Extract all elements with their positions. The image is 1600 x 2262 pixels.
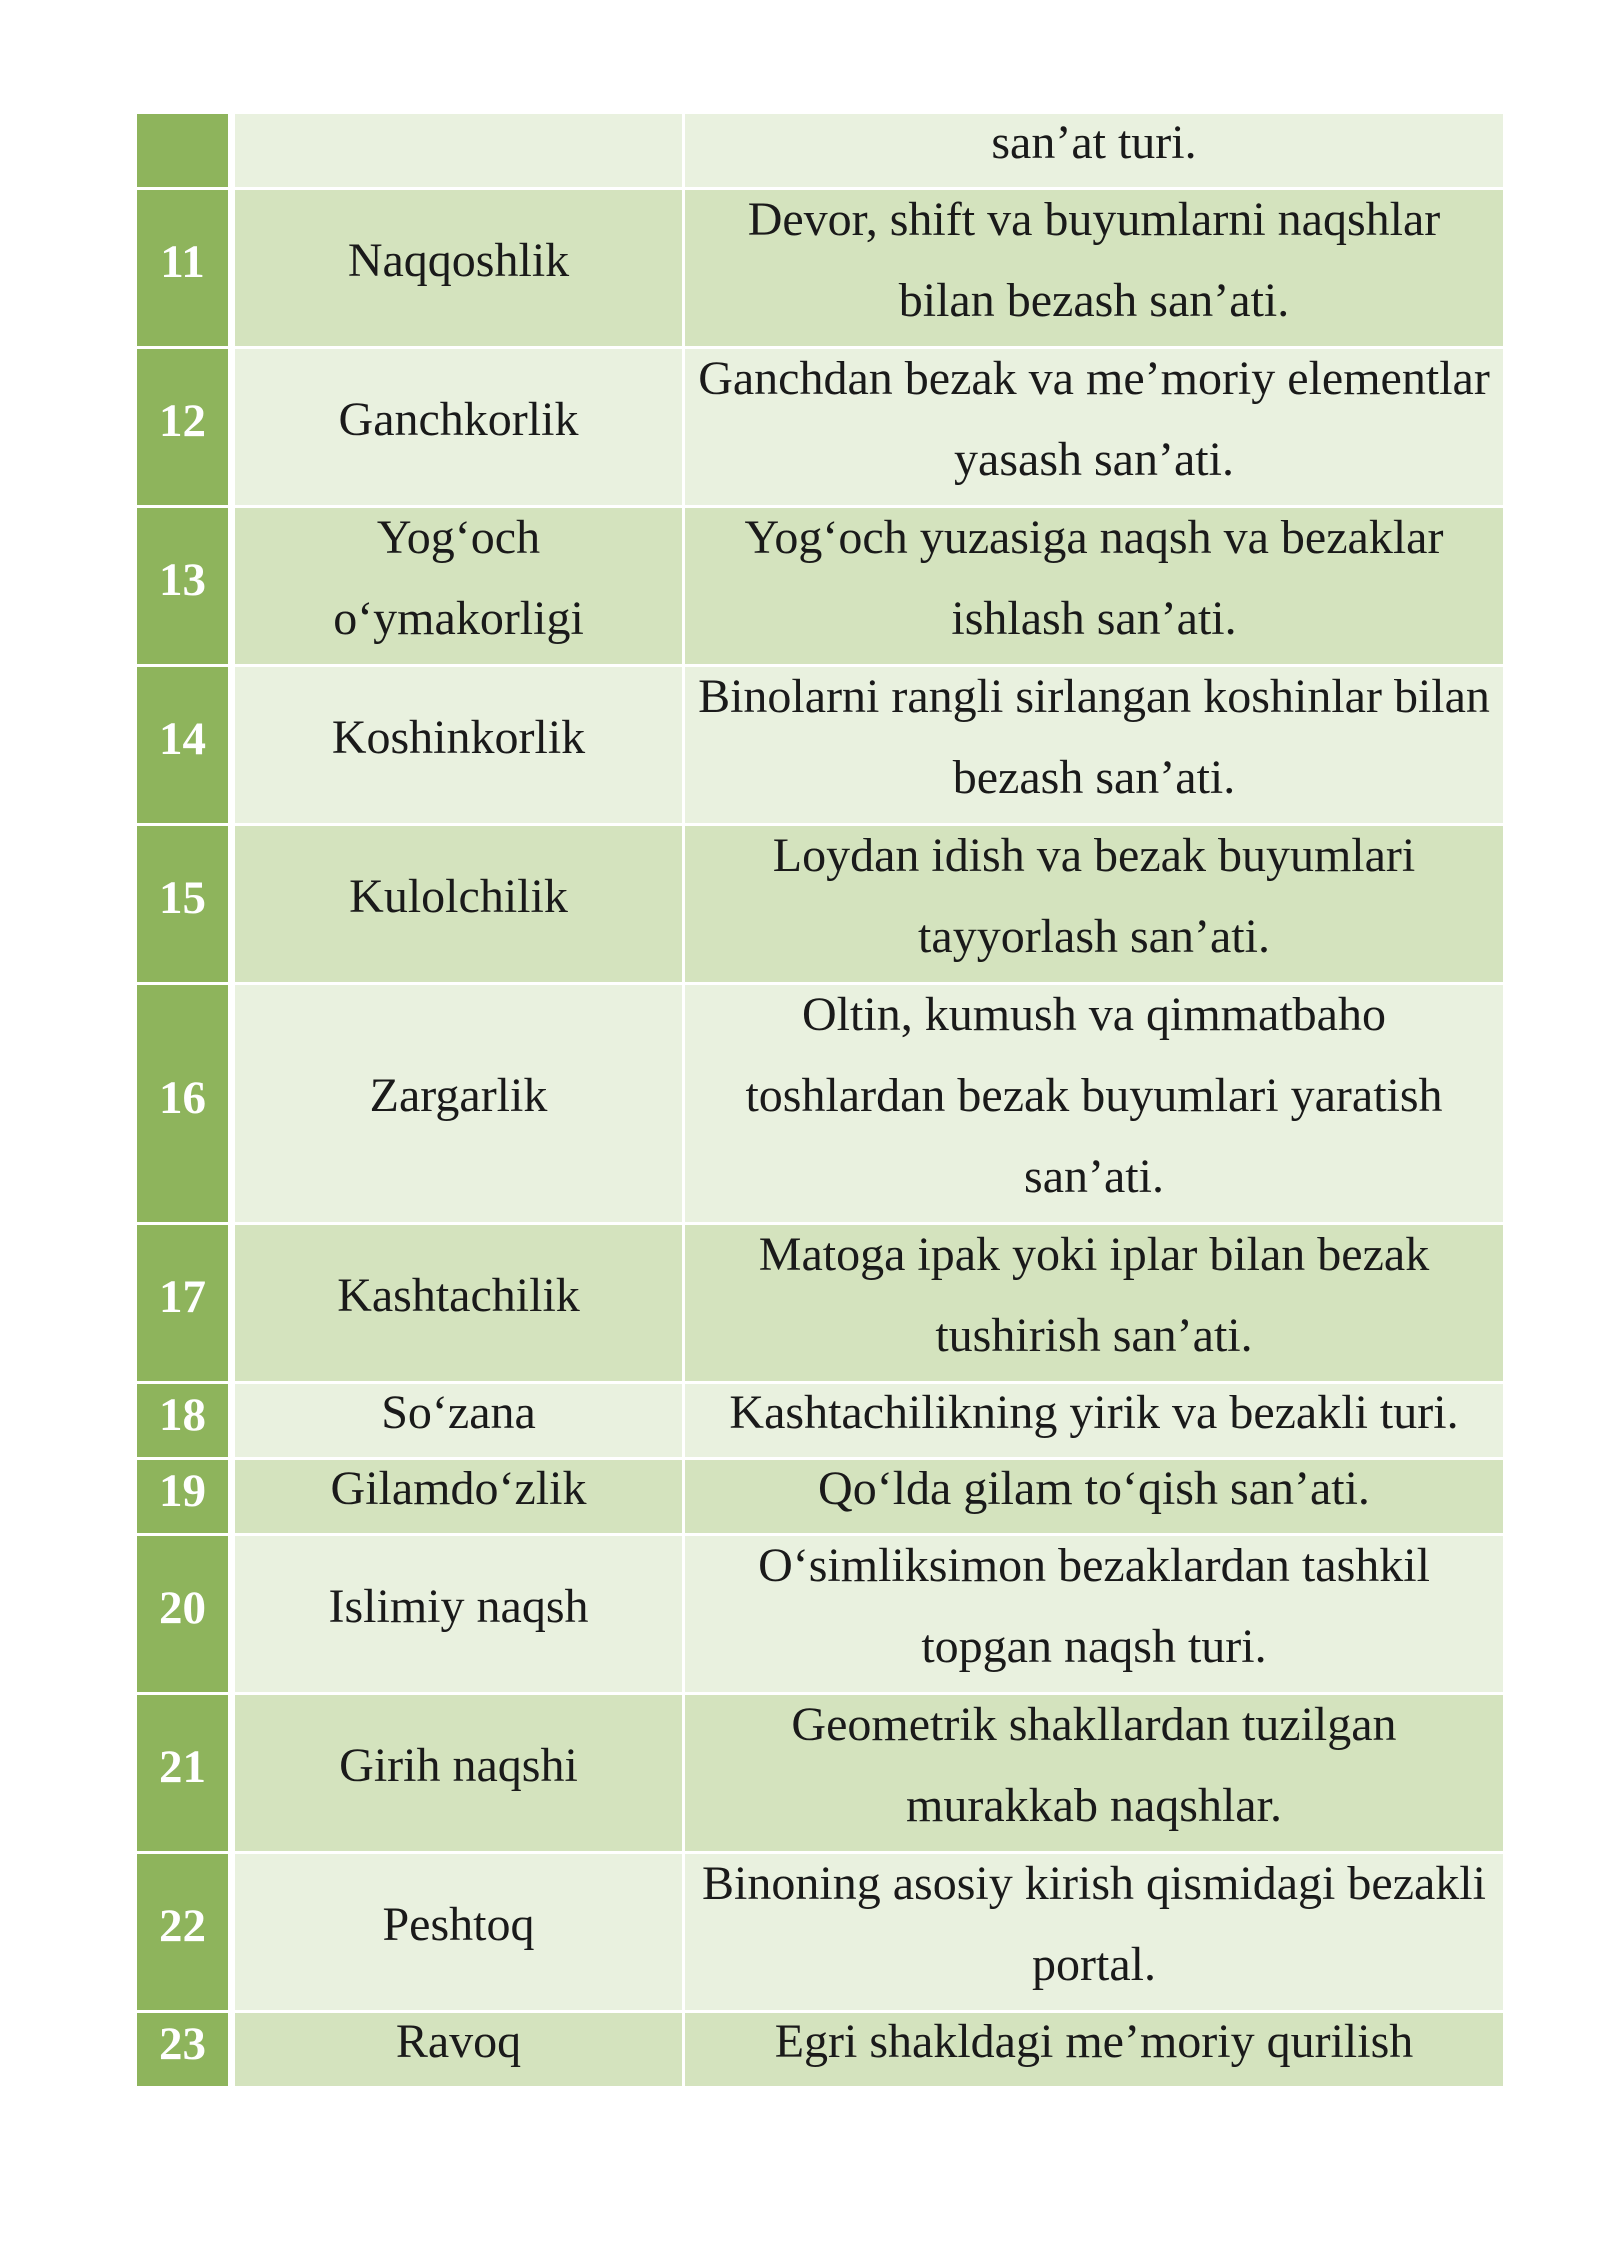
description-line: Oltin, kumush va qimmatbaho — [802, 988, 1386, 1041]
description-line: topgan naqsh turi. — [921, 1620, 1267, 1673]
description-text — [748, 179, 1441, 341]
description-line: murakkab naqshlar. — [906, 1779, 1282, 1832]
row-number-cell — [137, 508, 228, 664]
term-text — [329, 1566, 589, 1647]
description-cell — [685, 2013, 1503, 2086]
term-line: Zargarlik — [369, 1069, 548, 1122]
row-number-cell — [137, 1854, 228, 2010]
row-number-cell — [137, 985, 228, 1222]
table-row — [137, 1384, 1503, 1457]
description-cell — [685, 114, 1503, 187]
term-line: So‘zana — [381, 1386, 536, 1439]
table-row — [137, 985, 1503, 1222]
term-line: Naqqoshlik — [347, 233, 570, 287]
description-text — [773, 815, 1416, 977]
description-line: Egri shakldagi me’moriy qurilish — [774, 2015, 1414, 2068]
term-cell — [235, 1460, 682, 1533]
description-text — [702, 1843, 1486, 2005]
row-number: 11 — [160, 236, 205, 288]
description-cell — [685, 1225, 1503, 1381]
row-number-cell — [137, 1536, 228, 1692]
term-line: o‘ymakorligi — [333, 592, 584, 645]
term-cell — [235, 2013, 682, 2086]
description-cell — [685, 1460, 1503, 1533]
table-row — [137, 349, 1503, 505]
row-number-cell — [137, 667, 228, 823]
description-line: Matoga ipak yoki iplar bilan bezak — [758, 1228, 1430, 1281]
row-number-cell — [137, 2013, 228, 2086]
term-line: Peshtoq — [382, 1897, 535, 1951]
description-cell — [685, 1384, 1503, 1457]
row-number: 17 — [159, 1271, 206, 1323]
term-text — [349, 856, 568, 937]
term-cell — [235, 114, 682, 187]
description-text — [775, 2001, 1414, 2082]
description-line: tayyorlash san’ati. — [918, 910, 1270, 963]
term-line: Girih naqshi — [339, 1738, 578, 1792]
table-row — [137, 2013, 1503, 2086]
table-row — [137, 667, 1503, 823]
term-cell — [235, 1225, 682, 1381]
term-cell — [235, 349, 682, 505]
description-text — [745, 974, 1442, 1217]
description-line: O‘simliksimon bezaklardan tashkil — [758, 1539, 1430, 1592]
term-text — [339, 1725, 578, 1806]
table-row — [137, 1225, 1503, 1381]
row-number: 14 — [159, 713, 206, 765]
description-line: ishlash san’ati. — [951, 592, 1237, 645]
description-cell — [685, 1695, 1503, 1851]
row-number-cell — [137, 1225, 228, 1381]
term-text — [333, 497, 584, 659]
description-cell — [685, 190, 1503, 346]
term-cell — [235, 1695, 682, 1851]
description-cell — [685, 826, 1503, 982]
description-text — [758, 1525, 1430, 1687]
term-cell — [235, 1536, 682, 1692]
description-text — [729, 1372, 1458, 1453]
term-cell — [235, 667, 682, 823]
row-number: 21 — [159, 1741, 206, 1793]
term-line: Ravoq — [395, 2015, 522, 2068]
term-text — [348, 220, 569, 301]
description-cell — [685, 1854, 1503, 2010]
description-line: Kashtachilikning yirik va bezakli turi. — [729, 1386, 1459, 1439]
term-cell — [235, 190, 682, 346]
description-line: Devor, shift va buyumlarni naqshlar — [747, 193, 1441, 246]
term-text — [382, 1884, 534, 1965]
description-cell — [685, 985, 1503, 1222]
table-row — [137, 1460, 1503, 1533]
description-line: bilan bezash san’ati. — [898, 274, 1290, 327]
term-cell — [235, 1854, 682, 2010]
row-number-cell — [137, 114, 228, 187]
row-number-cell — [137, 1460, 228, 1533]
term-text — [331, 1448, 587, 1529]
description-line: Binoning asosiy kirish qismidagi bezakli — [702, 1857, 1486, 1910]
table-row — [137, 1536, 1503, 1692]
term-line: Kashtachilik — [337, 1268, 580, 1322]
row-number: 12 — [159, 395, 206, 447]
description-line: bezash san’ati. — [952, 751, 1236, 804]
row-number-cell — [137, 1695, 228, 1851]
term-cell — [235, 1384, 682, 1457]
description-line: Geometrik shakllardan tuzilgan — [791, 1698, 1397, 1751]
table-row — [137, 1854, 1503, 2010]
term-line: Gilamdo‘zlik — [330, 1462, 587, 1515]
term-text — [370, 1055, 548, 1136]
row-number-cell — [137, 349, 228, 505]
description-line: Qo‘lda gilam to‘qish san’ati. — [818, 1462, 1370, 1515]
row-number: 13 — [159, 554, 206, 606]
term-line: Ganchkorlik — [338, 392, 579, 446]
description-line: Ganchdan bezak va me’moriy elementlar — [698, 352, 1490, 405]
description-line: Binolarni rangli sirlangan koshinlar bilan — [698, 670, 1490, 723]
description-line: tushirish san’ati. — [935, 1309, 1253, 1362]
description-cell — [685, 667, 1503, 823]
term-text — [381, 1372, 536, 1453]
row-number: 22 — [159, 1900, 206, 1952]
row-number: 23 — [159, 2017, 206, 2070]
term-line: Yog‘och — [376, 511, 541, 564]
description-text — [759, 1214, 1429, 1376]
row-number: 20 — [159, 1582, 206, 1634]
term-line: Koshinkorlik — [331, 710, 586, 764]
description-line: san’at turi. — [991, 116, 1197, 169]
description-line: portal. — [1032, 1938, 1156, 1991]
description-line: yasash san’ati. — [954, 433, 1234, 486]
term-text — [337, 1255, 580, 1336]
description-cell — [685, 1536, 1503, 1692]
term-text — [332, 697, 585, 778]
description-line: toshlardan bezak buyumlari yaratish — [745, 1069, 1443, 1122]
term-cell — [235, 985, 682, 1222]
description-line: Loydan idish va bezak buyumlari — [772, 829, 1416, 882]
description-line: san’ati. — [1024, 1150, 1164, 1203]
description-text — [991, 102, 1196, 183]
row-number-cell — [137, 190, 228, 346]
description-cell — [685, 349, 1503, 505]
term-text — [396, 2001, 521, 2082]
table-row — [137, 508, 1503, 664]
term-text — [339, 379, 579, 460]
table-row — [137, 114, 1503, 187]
description-text — [791, 1684, 1396, 1846]
glossary-table — [137, 114, 1503, 2086]
term-line: Islimiy naqsh — [328, 1579, 589, 1633]
description-line: Yog‘och yuzasiga naqsh va bezaklar — [744, 511, 1444, 564]
table-row — [137, 190, 1503, 346]
description-text — [818, 1448, 1370, 1529]
row-number: 18 — [159, 1388, 206, 1441]
description-text — [698, 338, 1490, 500]
description-text — [698, 656, 1490, 818]
row-number: 15 — [159, 872, 206, 924]
table-row — [137, 1695, 1503, 1851]
term-cell — [235, 826, 682, 982]
row-number: 19 — [159, 1464, 206, 1517]
description-cell — [685, 508, 1503, 664]
term-line: Kulolchilik — [349, 869, 568, 923]
description-text — [745, 497, 1444, 659]
row-number: 16 — [159, 1071, 206, 1124]
row-number-cell — [137, 1384, 228, 1457]
row-number-cell — [137, 826, 228, 982]
term-cell — [235, 508, 682, 664]
table-row — [137, 826, 1503, 982]
